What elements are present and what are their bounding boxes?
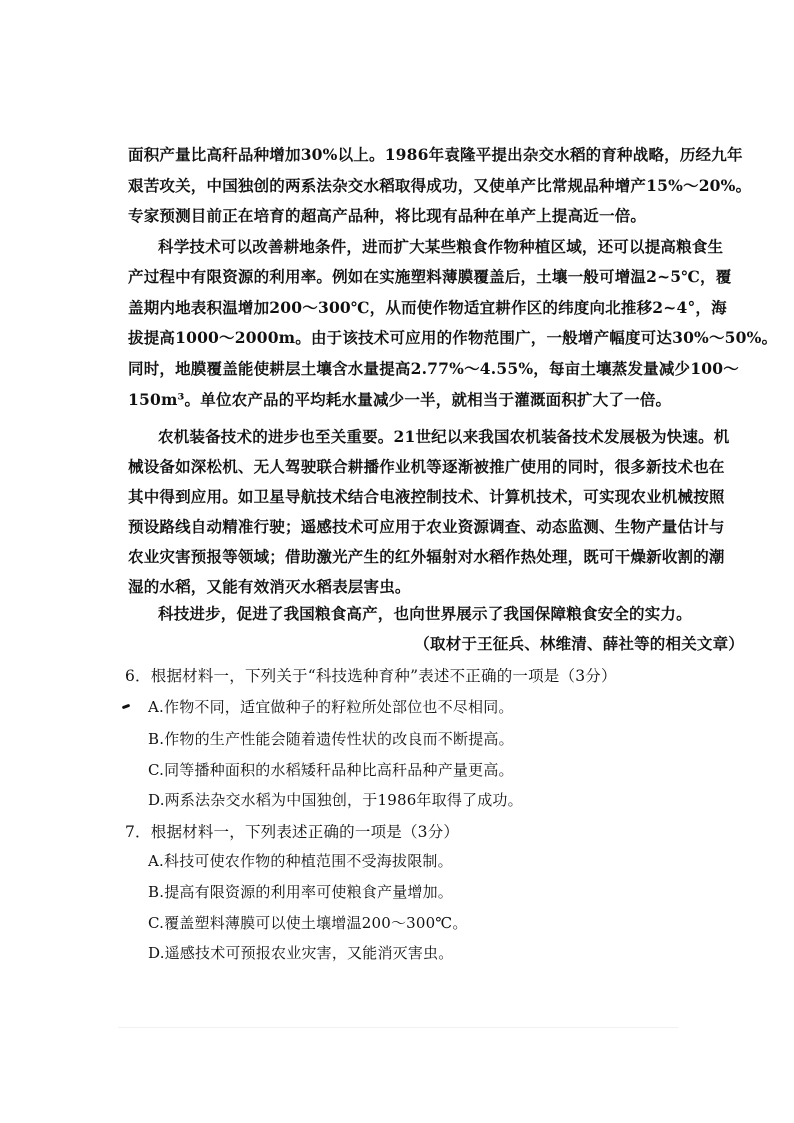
question-7-stem: 7．根据材料一，下列表述正确的一项是（3分）	[125, 823, 460, 841]
question-6-option-a[interactable]: A.作物不同，适宜做种子的籽粒所处部位也不尽相同。	[148, 698, 514, 716]
passage-line: 产过程中有限资源的利用率。例如在实施塑料薄膜覆盖后，土壤一般可增温2~5℃，覆	[128, 267, 732, 286]
question-7-option-b[interactable]: B.提高有限资源的利用率可使粮食产量增加。	[148, 883, 453, 901]
passage-line: 面积产量比高秆品种增加30%以上。1986年袁隆平提出杂交水稻的育种战略，历经九年	[128, 145, 743, 164]
passage-line: 湿的水稻，又能有效消灭水稻表层害虫。	[128, 577, 411, 596]
passage-line: 械设备如深松机、无人驾驶联合耕播作业机等逐渐被推广使用的同时，很多新技术也在	[128, 457, 725, 476]
passage-line: 150m³。单位农产品的平均耗水量减少一半，就相当于灌溉面积扩大了一倍。	[128, 390, 672, 409]
passage-line: 农机装备技术的进步也至关重要。21世纪以来我国农机装备技术发展极为快速。机	[158, 427, 730, 446]
passage-line: 预设路线自动精准行驶；遥感技术可应用于农业资源调查、动态监测、生物产量估计与	[128, 517, 725, 536]
passage-line: 拔提高1000～2000m。由于该技术可应用的作物范围广，一般增产幅度可达30%～50%。	[128, 328, 778, 347]
source-citation: （取材于王征兵、林维清、薛社等的相关文章）	[414, 634, 744, 653]
question-7-option-c[interactable]: C.覆盖塑料薄膜可以使土壤增温200～300℃。	[148, 914, 468, 932]
passage-line: 同时，地膜覆盖能使耕层土壤含水量提高2.77%～4.55%，每亩土壤蒸发量减少100～	[128, 359, 739, 378]
passage-line: 盖期内地表积温增加200～300℃，从而使作物适宜耕作区的纬度向北推移2~4°，海	[128, 298, 727, 317]
question-6-option-d[interactable]: D.两系法杂交水稻为中国独创，于1986年取得了成功。	[148, 791, 523, 809]
question-6-option-c[interactable]: C.同等播种面积的水稻矮秆品种比高秆品种产量更高。	[148, 761, 514, 779]
pen-mark	[122, 704, 131, 710]
passage-line: 农业灾害预报等领域；借助激光产生的红外辐射对水稻作热处理，既可干燥新收割的潮	[128, 547, 725, 566]
question-7-option-d[interactable]: D.遥感技术可预报农业灾害，又能消灭害虫。	[148, 944, 454, 962]
passage-line: 专家预测目前正在培育的超高产品种，将比现有品种在单产上提高近一倍。	[128, 206, 647, 225]
passage-line: 科学技术可以改善耕地条件，进而扩大某些粮食作物种植区域，还可以提高粮食生	[158, 237, 724, 256]
passage-line: 科技进步，促进了我国粮食高产，也向世界展示了我国保障粮食安全的实力。	[158, 604, 692, 623]
passage-line: 其中得到应用。如卫星导航技术结合电液控制技术、计算机技术，可实现农业机械按照	[128, 487, 725, 506]
question-6-stem: 6．根据材料一，下列关于“科技选种育种”表述不正确的一项是（3分）	[125, 667, 617, 685]
question-7-option-a[interactable]: A.科技可使农作物的种植范围不受海拔限制。	[148, 852, 453, 870]
footer-divider	[118, 1027, 678, 1028]
passage-line: 艰苦攻关，中国独创的两系法杂交水稻取得成功，又使单产比常规品种增产15%～20%。	[128, 176, 752, 195]
question-6-option-b[interactable]: B.作物的生产性能会随着遗传性状的改良而不断提高。	[148, 730, 514, 748]
